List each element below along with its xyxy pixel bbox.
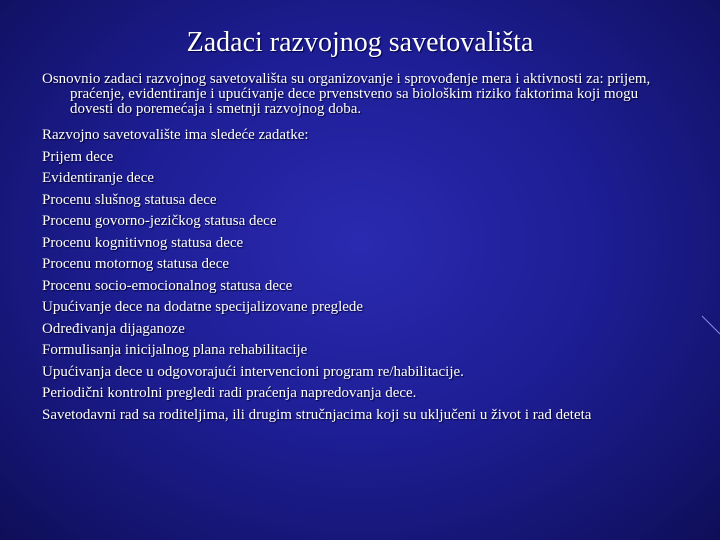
intro-paragraph: Osnovnio zadaci razvojnog savetovališta su organizovanje i sprovođenje mera i aktivnosti za: prijem, praćenje, evidentiranje i upućivanje dece prvenstveno sa biološkim riziko faktorima koji mogu dovesti do poremećaja i smetnji razvojnog doba. — [42, 71, 651, 117]
list-item: Procenu motornog statusa dece — [42, 256, 230, 272]
list-item: Periodični kontrolni pregledi radi praćenja napredovanja dece. — [42, 385, 417, 401]
list-item: Upućivanje dece na dodatne specijalizovane preglede — [42, 299, 364, 315]
list-item: Određivanja dijaganoze — [42, 320, 185, 337]
list-item: Procenu slušnog statusa dece — [42, 191, 217, 208]
slide-content — [42, 72, 668, 431]
list-item: Formulisanja inicijalnog plana rehabilitacije — [42, 342, 308, 358]
list-item: Upućivanja dece u odgovorajući intervencioni program re/habilitacije. — [42, 363, 464, 380]
closing-paragraph: Savetodavni rad sa roditeljima, ili drugim stručnjacima koji su uključeni u život i rad deteta — [42, 406, 592, 423]
slide-title: Zadaci razvojnog savetovališta — [186, 27, 534, 58]
list-item: Prijem dece — [42, 148, 114, 165]
list-item: Procenu socio-emocionalnog statusa dece — [42, 277, 293, 294]
list-item: Procenu govorno-jezičkog statusa dece — [42, 213, 277, 229]
list-item: Evidentiranje dece — [42, 170, 155, 186]
decorative-line — [700, 314, 720, 336]
list-item: Razvojno savetovalište ima sledeće zadatke: — [42, 127, 309, 143]
list-item: Procenu kognitivnog statusa dece — [42, 234, 244, 251]
